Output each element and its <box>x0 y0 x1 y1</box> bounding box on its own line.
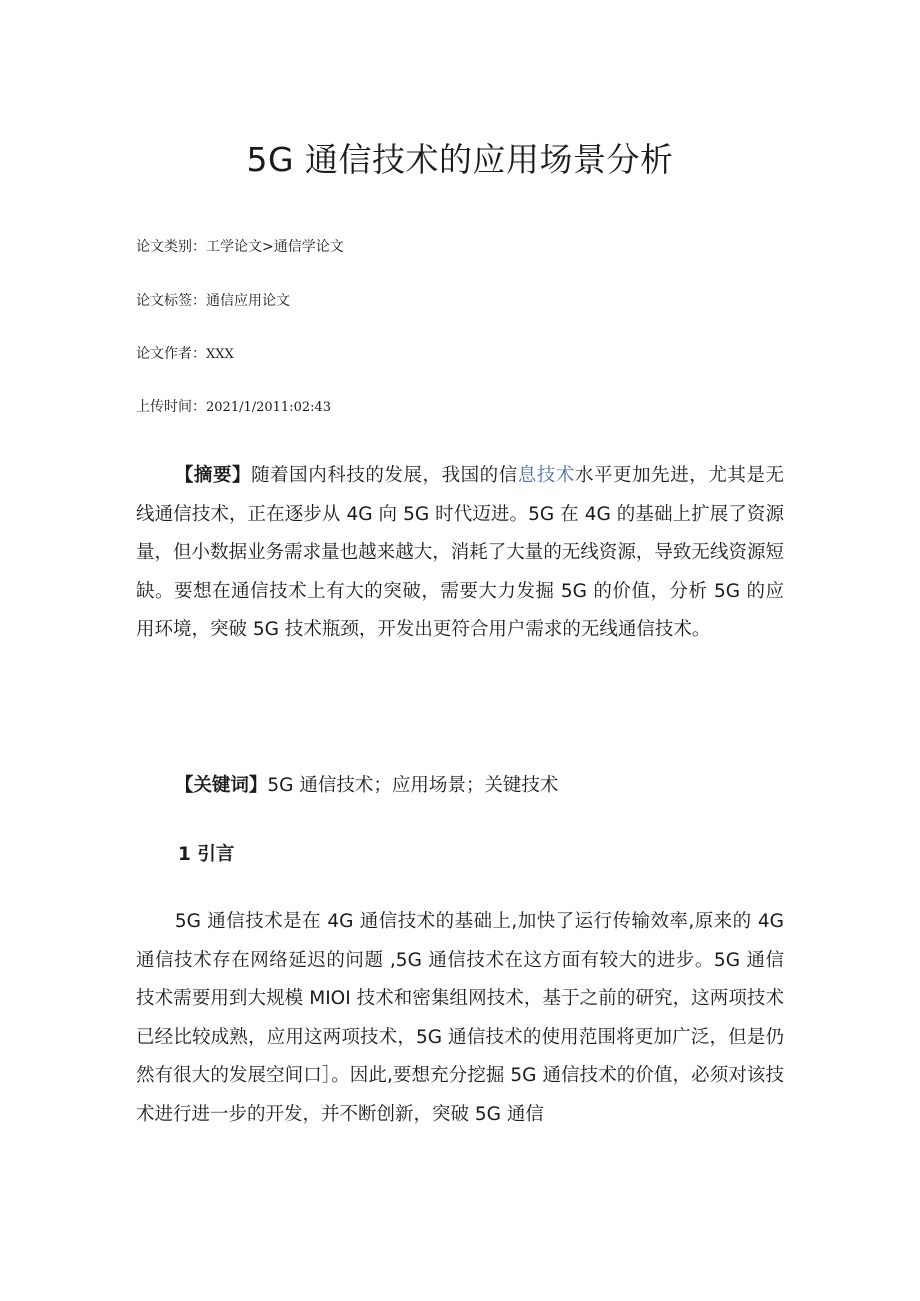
meta-author-value: XXX <box>206 347 234 362</box>
meta-tags-value: 通信应用论文 <box>206 293 290 309</box>
document-title: 5G 通信技术的应用场景分析 <box>246 140 674 179</box>
meta-tags-label: 论文标签： <box>136 293 206 309</box>
meta-tags <box>136 291 290 311</box>
keywords-paragraph <box>136 767 784 806</box>
keywords-text: 5G 通信技术；应用场景；关键技术 <box>267 775 559 796</box>
abstract-text-end: 水平更加先进，尤其是无线通信技术，正在逐步从 4G 向 5G 时代迈进。5G 在 4G 的基础上扩展了资源量，但小数据业务需求量也越来越大，消耗了大量的无线资源，导致无线资源短缺。要想在通信技术上有大的突破，需要大力发掘 5G 的价值，分析 5G 的应用环境，突破 5G 技术瓶颈，开发出更符合用户需求的无线通信技术。 <box>136 465 784 641</box>
meta-upload-value: 2021/1/2011:02:43 <box>206 400 332 415</box>
meta-category <box>136 237 344 257</box>
meta-upload-label: 上传时间： <box>136 399 206 415</box>
meta-upload-time <box>136 397 331 418</box>
abstract-paragraph <box>136 457 784 650</box>
abstract-link[interactable]: 息技术 <box>517 465 575 486</box>
meta-author <box>136 344 234 365</box>
introduction-paragraph: 5G 通信技术是在 4G 通信技术的基础上,加快了运行传输效率,原来的 4G 通信技术存在网络延迟的问题 ,5G 通信技术在这方面有较大的进步。5G 通信技术需要用到大规模 MIOI 技术和密集组网技术，基于之前的研究，这两项技术已经比较成熟，应用这两项技术，5G 通信技术的使用范围将更加广泛，但是仍然有很大的发展空间口］。因此,要想充分挖掘 5G 通信技术的价值，必须对该技术进行进一步的开发，并不断创新，突破 5G 通信 <box>136 911 784 1125</box>
abstract-label: 【摘要】 <box>174 465 252 486</box>
meta-category-label: 论文类别： <box>136 239 206 255</box>
abstract-text-start: 随着国内科技的发展，我国的信 <box>251 465 518 486</box>
section-heading-introduction: 1 引言 <box>178 844 235 865</box>
meta-author-label: 论文作者： <box>136 346 206 362</box>
meta-category-value: 工学论文>通信学论文 <box>206 239 344 255</box>
keywords-label: 【关键词】 <box>174 775 268 796</box>
